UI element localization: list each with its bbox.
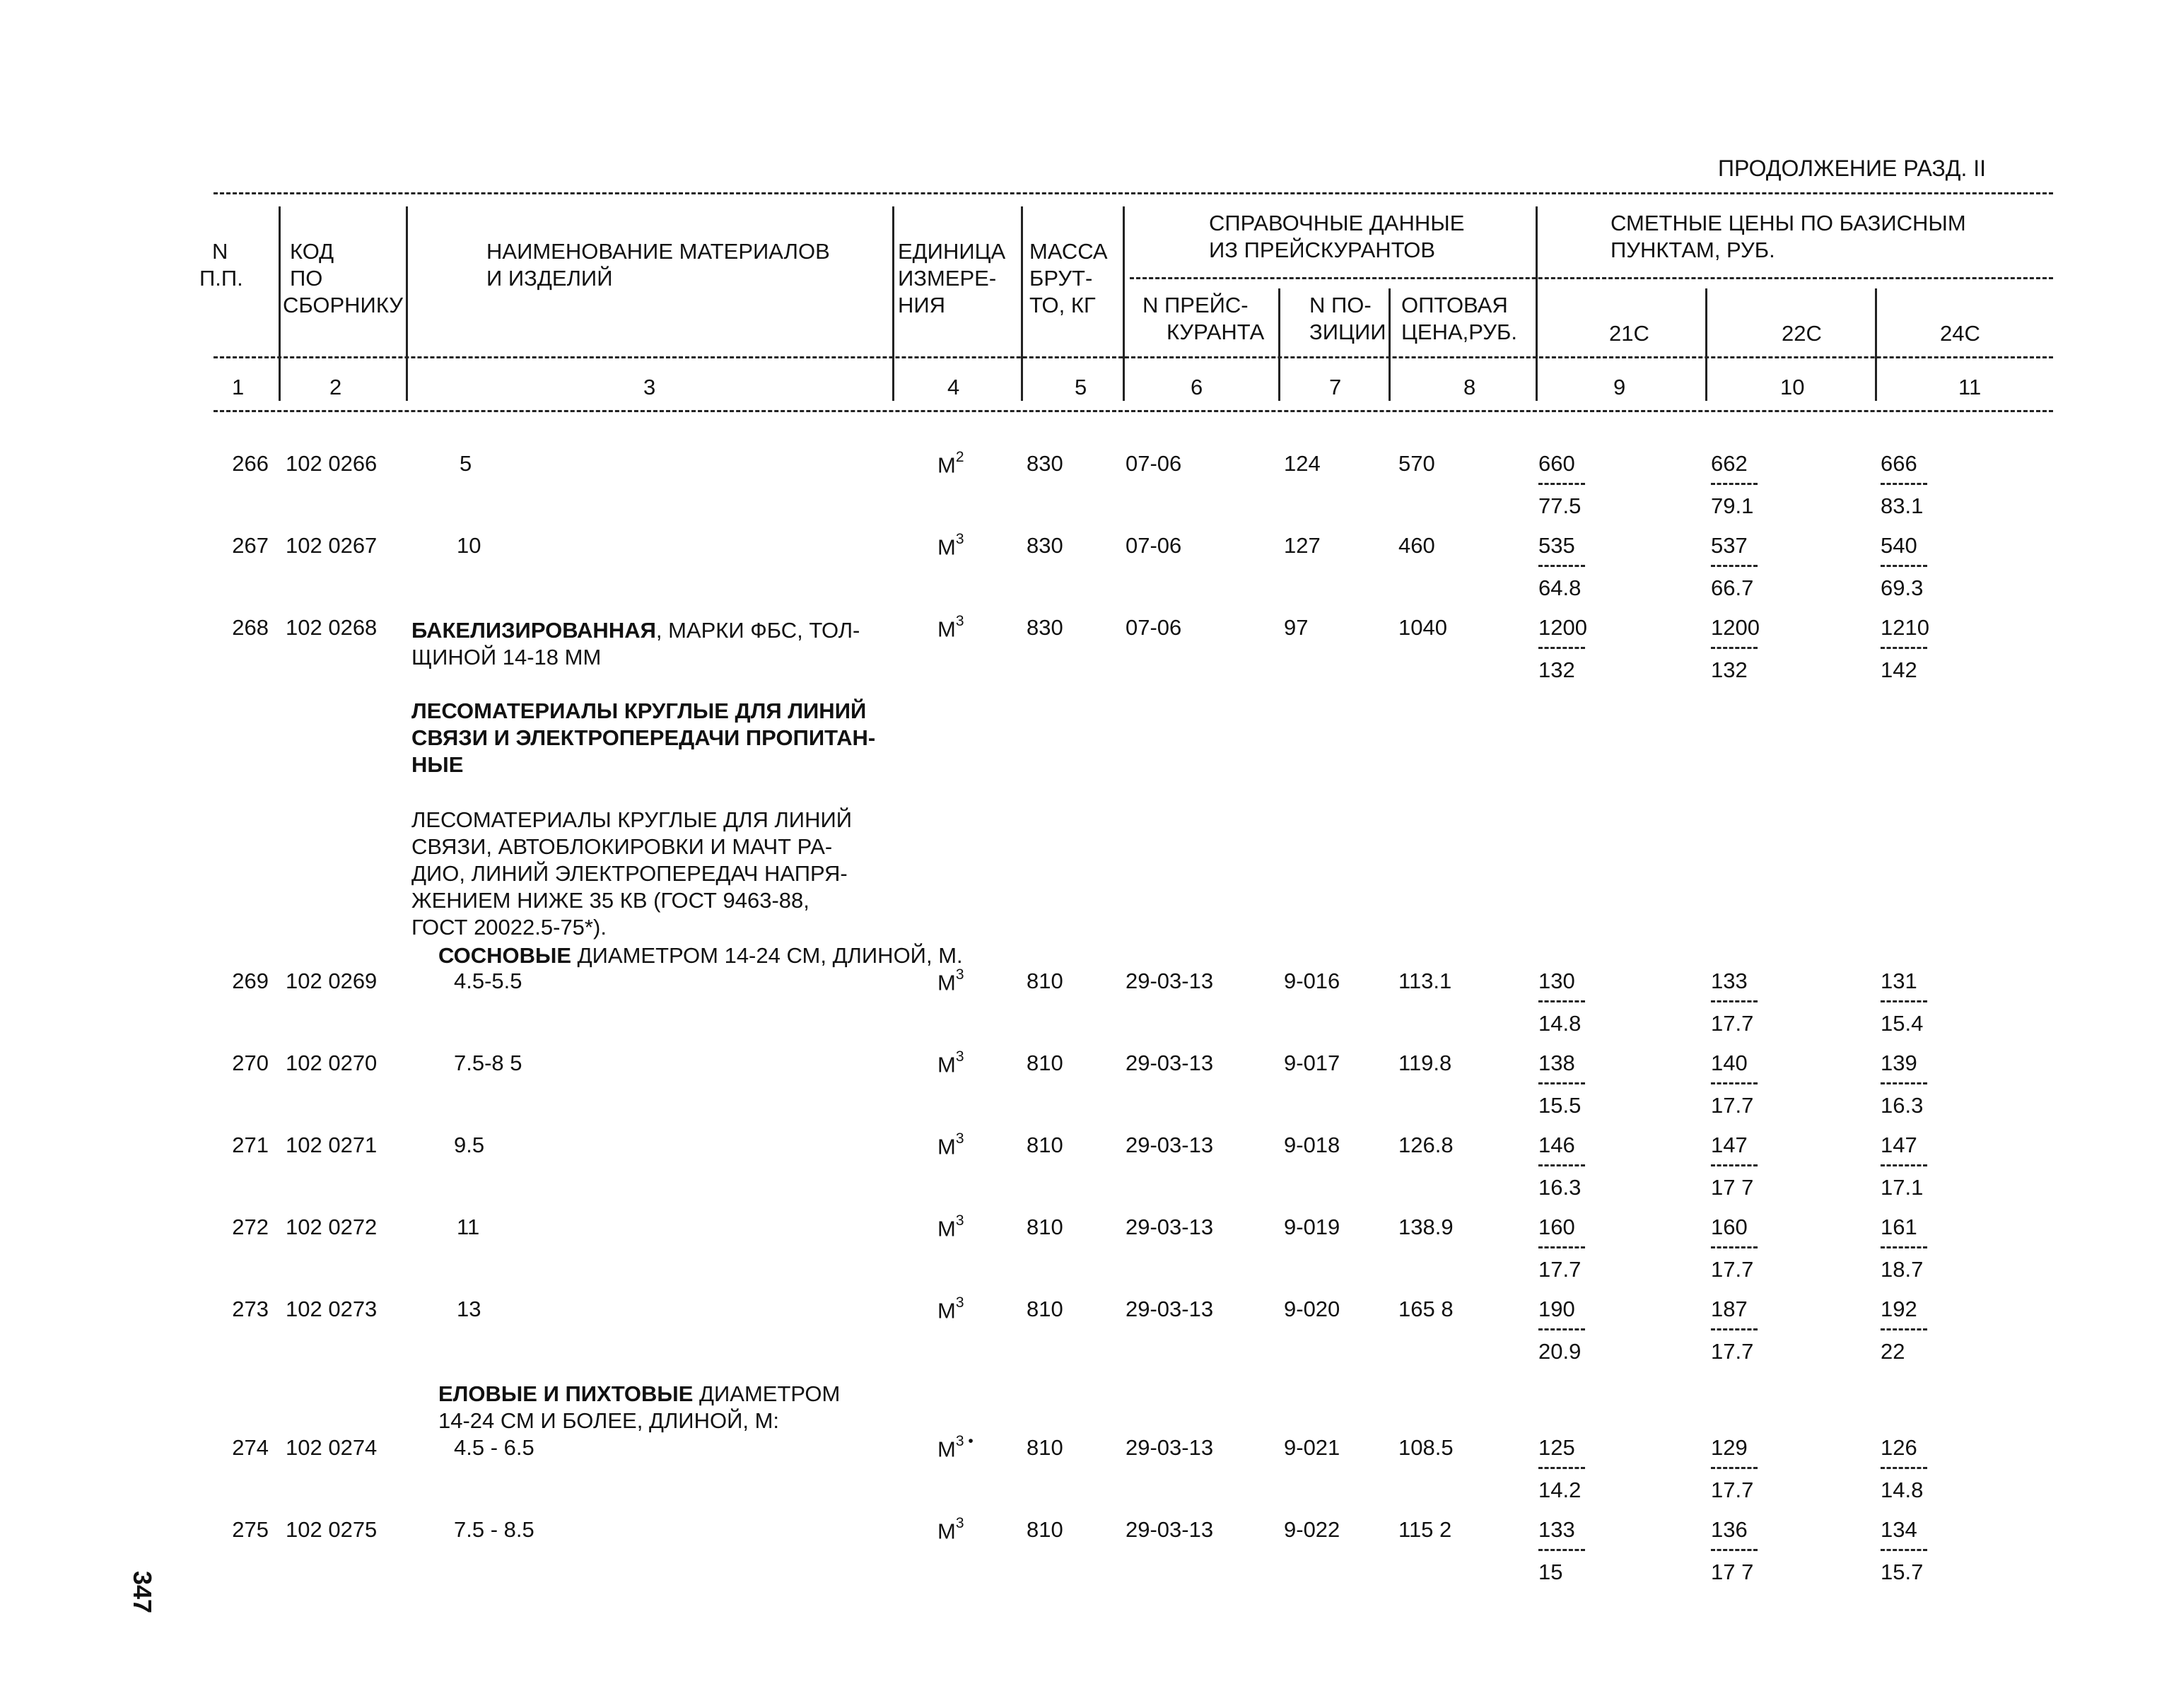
price-denominator: 64.8: [1538, 575, 1582, 600]
col-number: 5: [1075, 375, 1087, 399]
row-number: 266: [232, 451, 269, 476]
fraction-bar: [1538, 483, 1585, 485]
fraction-bar: [1538, 1467, 1585, 1469]
row-price-p24: [1881, 1519, 1944, 1583]
section-heading-line1: ЛЕСОМАТЕРИАЛЫ КРУГЛЫЕ ДЛЯ ЛИНИЙ: [411, 698, 867, 723]
header-mass-line3: ТО, КГ: [1029, 293, 1096, 317]
col-number: 7: [1329, 375, 1342, 399]
row-price-p22: [1711, 534, 1775, 599]
fraction-bar: [1711, 565, 1758, 567]
price-numerator: 147: [1881, 1133, 1917, 1157]
fraction-bar: [1538, 565, 1585, 567]
row-code: 102 0270: [286, 1051, 378, 1075]
price-denominator: 14.8: [1881, 1478, 1924, 1502]
price-numerator: 130: [1538, 969, 1575, 993]
row-unit-base: М: [937, 1216, 956, 1241]
row-price-p21: [1538, 1519, 1602, 1583]
section-heading-line2: СВЯЗИ И ЭЛЕКТРОПЕРЕДАЧИ ПРОПИТАН-: [411, 725, 876, 750]
row-number: 267: [232, 533, 269, 558]
row-position: 127: [1284, 533, 1321, 558]
row-code: 102 0272: [286, 1215, 378, 1239]
price-numerator: 1200: [1538, 615, 1587, 640]
fraction-bar: [1711, 1000, 1758, 1002]
row-unit-exponent: 2: [955, 449, 964, 465]
row-price-p22: [1711, 1216, 1775, 1280]
row-wholesale: 119.8: [1398, 1051, 1452, 1075]
price-denominator: 17 7: [1711, 1560, 1754, 1584]
header-price-22c: 22С: [1782, 321, 1822, 346]
price-denominator: 83.1: [1881, 493, 1924, 518]
price-denominator: 22: [1881, 1339, 1905, 1364]
row-mass: 810: [1027, 1297, 1063, 1321]
section-desc-line1: ЛЕСОМАТЕРИАЛЫ КРУГЛЫЕ ДЛЯ ЛИНИЙ: [411, 807, 853, 832]
row-pricelist: 29-03-13: [1126, 1297, 1214, 1321]
fraction-bar: [1881, 1549, 1927, 1551]
row-pricelist: 07-06: [1126, 451, 1182, 476]
price-denominator: 18.7: [1881, 1257, 1924, 1282]
row-price-p21: [1538, 1134, 1602, 1198]
price-denominator: 79.1: [1711, 493, 1754, 518]
row-unit: [937, 1294, 964, 1323]
row-pricelist: 29-03-13: [1126, 1435, 1214, 1460]
row-price-p21: [1538, 1216, 1602, 1280]
fraction-bar: [1881, 1000, 1927, 1002]
row-mass: 830: [1027, 533, 1063, 558]
fraction-bar: [1538, 1549, 1585, 1551]
fraction-bar: [1538, 647, 1585, 649]
row-268-name-bold: БАКЕЛИЗИРОВАННАЯ: [411, 618, 656, 643]
row-name: 13: [457, 1297, 481, 1321]
fraction-bar: [1711, 1549, 1758, 1551]
row-unit: [937, 1212, 964, 1241]
header-unit-line2: ИЗМЕРЕ-: [898, 266, 997, 291]
row-number: 269: [232, 969, 269, 993]
row-price-p21: [1538, 534, 1602, 599]
fraction-bar: [1881, 483, 1927, 485]
row-number: 271: [232, 1133, 269, 1157]
price-denominator: 16.3: [1538, 1175, 1582, 1200]
row-price-p21: [1538, 1298, 1602, 1362]
fraction-bar: [1711, 1164, 1758, 1166]
price-numerator: 146: [1538, 1133, 1575, 1157]
header-price-group-line1: СМЕТНЫЕ ЦЕНЫ ПО БАЗИСНЫМ: [1611, 211, 1966, 235]
header-unit-line1: ЕДИНИЦА: [898, 239, 1006, 264]
header-price-21c: 21С: [1609, 321, 1649, 346]
header-ref-group-line1: СПРАВОЧНЫЕ ДАННЫЕ: [1209, 211, 1465, 235]
row-code: 102 0274: [286, 1435, 378, 1460]
fraction-bar: [1538, 1246, 1585, 1248]
header-unit-line3: НИЯ: [898, 293, 946, 317]
fraction-bar: [1538, 1000, 1585, 1002]
row-code: 102 0271: [286, 1133, 378, 1157]
row-wholesale: 1040: [1398, 615, 1447, 640]
row-unit-base: М: [937, 534, 956, 560]
row-mass: 810: [1027, 1517, 1063, 1542]
row-price-p22: [1711, 970, 1775, 1034]
row-number: 268: [232, 615, 269, 640]
price-numerator: 192: [1881, 1297, 1917, 1321]
fraction-bar: [1711, 483, 1758, 485]
header-name-line1: НАИМЕНОВАНИЕ МАТЕРИАЛОВ: [486, 239, 830, 264]
col-sep-9: [1705, 288, 1707, 401]
price-denominator: 142: [1881, 657, 1917, 682]
row-unit-base: М: [937, 452, 956, 478]
header-subgroup-rule: [1130, 277, 2053, 279]
row-number: 272: [232, 1215, 269, 1239]
row-unit-exponent: 3: [955, 1130, 964, 1147]
subgroup-pine: [438, 944, 963, 966]
row-wholesale: 113.1: [1398, 969, 1452, 993]
header-name-line2: И ИЗДЕЛИЙ: [486, 266, 613, 291]
row-position: 9-017: [1284, 1051, 1340, 1075]
row-price-p21: [1538, 1052, 1602, 1116]
subgroup-pine-bold: СОСНОВЫЕ: [438, 943, 572, 968]
row-name: 7.5 - 8.5: [454, 1517, 534, 1542]
col-number: 2: [329, 375, 342, 399]
header-pricelist-line2: КУРАНТА: [1167, 320, 1265, 344]
row-wholesale: 126.8: [1398, 1133, 1454, 1157]
header-position-line1: N ПО-: [1309, 293, 1372, 317]
table-top-rule: [214, 192, 2053, 194]
row-code: 102 0275: [286, 1517, 378, 1542]
price-denominator: 15.5: [1538, 1093, 1582, 1118]
price-denominator: 132: [1711, 657, 1748, 682]
fraction-bar: [1881, 1082, 1927, 1084]
row-mass: 810: [1027, 1051, 1063, 1075]
col-sep-3: [892, 206, 894, 401]
row-name: 10: [457, 533, 481, 558]
header-price-24c: 24С: [1940, 321, 1980, 346]
row-position: 9-021: [1284, 1435, 1340, 1460]
fraction-bar: [1881, 1467, 1927, 1469]
header-mass-line2: БРУТ-: [1029, 266, 1093, 291]
price-denominator: 66.7: [1711, 575, 1754, 600]
price-denominator: 17.7: [1538, 1257, 1582, 1282]
col-number: 11: [1958, 375, 1982, 399]
row-unit: [937, 531, 964, 560]
row-price-p22: [1711, 1052, 1775, 1116]
price-denominator: 14.8: [1538, 1011, 1582, 1036]
col-number: 10: [1780, 375, 1805, 399]
fraction-bar: [1711, 1467, 1758, 1469]
row-name: 5: [460, 451, 472, 476]
price-numerator: 537: [1711, 533, 1748, 558]
price-numerator: 147: [1711, 1133, 1748, 1157]
row-unit: [937, 1515, 964, 1544]
row-name: 4.5-5.5: [454, 969, 522, 993]
row-unit-exponent: 3: [955, 1212, 964, 1229]
row-mass: 810: [1027, 1435, 1063, 1460]
price-numerator: 666: [1881, 451, 1917, 476]
subgroup-spruce-bold: ЕЛОВЫЕ И ПИХТОВЫЕ: [438, 1381, 694, 1406]
col-number: 9: [1613, 375, 1626, 399]
price-numerator: 133: [1538, 1517, 1575, 1542]
col-sep-7: [1389, 288, 1391, 401]
section-desc-line2: СВЯЗИ, АВТОБЛОКИРОВКИ И МАЧТ РА-: [411, 834, 833, 859]
row-unit: [937, 1048, 964, 1077]
col-sep-6: [1278, 288, 1280, 401]
row-price-p22: [1711, 1519, 1775, 1583]
row-name: 11: [457, 1215, 480, 1239]
price-numerator: 540: [1881, 533, 1917, 558]
section-desc-line5: ГОСТ 20022.5-75*).: [411, 915, 607, 940]
price-denominator: 17.7: [1711, 1011, 1754, 1036]
page-number: 347: [128, 1571, 157, 1614]
section-desc-line4: ЖЕНИЕМ НИЖЕ 35 КВ (ГОСТ 9463-88,: [411, 888, 809, 913]
header-price-group-line2: ПУНКТАМ, РУБ.: [1611, 238, 1775, 262]
price-numerator: 138: [1538, 1051, 1575, 1075]
row-name: 7.5-8 5: [454, 1051, 522, 1075]
col-sep-10: [1875, 288, 1877, 401]
row-unit-base: М: [937, 616, 956, 642]
row-unit-base: М: [937, 1437, 956, 1462]
row-unit-exponent: 3: [955, 966, 964, 983]
row-number: 273: [232, 1297, 269, 1321]
price-denominator: 69.3: [1881, 575, 1924, 600]
row-name: 4.5 - 6.5: [454, 1435, 534, 1460]
row-unit: [937, 966, 964, 995]
subgroup-spruce: [438, 1383, 840, 1405]
price-numerator: 136: [1711, 1517, 1748, 1542]
fraction-bar: [1711, 1082, 1758, 1084]
row-pricelist: 29-03-13: [1126, 969, 1214, 993]
row-unit-base: М: [937, 970, 956, 995]
subgroup-spruce-rest: ДИАМЕТРОМ: [693, 1381, 841, 1406]
price-denominator: 15.7: [1881, 1560, 1924, 1584]
row-mass: 810: [1027, 1133, 1063, 1157]
row-unit-exponent: 3: [955, 1515, 964, 1531]
row-price-p24: [1881, 1437, 1944, 1501]
row-number: 274: [232, 1435, 269, 1460]
row-pricelist: 29-03-13: [1126, 1517, 1214, 1542]
price-numerator: 134: [1881, 1517, 1917, 1542]
price-numerator: 160: [1538, 1215, 1575, 1239]
price-denominator: 17.7: [1711, 1339, 1754, 1364]
price-denominator: 15.4: [1881, 1011, 1924, 1036]
row-pricelist: 07-06: [1126, 533, 1182, 558]
row-price-p21: [1538, 616, 1602, 681]
row-unit: [937, 1130, 964, 1159]
row-code: 102 0269: [286, 969, 378, 993]
row-unit-exponent: 3: [955, 531, 964, 547]
price-denominator: 17.7: [1711, 1257, 1754, 1282]
section-heading-line3: НЫЕ: [411, 752, 464, 777]
row-mass: 810: [1027, 969, 1063, 993]
header-code-line1: КОД: [290, 239, 334, 264]
fraction-bar: [1538, 1328, 1585, 1330]
col-number: 8: [1463, 375, 1476, 399]
row-price-p22: [1711, 1298, 1775, 1362]
price-denominator: 16.3: [1881, 1093, 1924, 1118]
row-price-p21: [1538, 1437, 1602, 1501]
col-number: 6: [1191, 375, 1203, 399]
fraction-bar: [1881, 647, 1927, 649]
col-sep-4: [1021, 206, 1023, 401]
row-mass: 830: [1027, 615, 1063, 640]
row-unit-base: М: [937, 1134, 956, 1159]
row-position: 124: [1284, 451, 1321, 476]
row-number: 270: [232, 1051, 269, 1075]
price-denominator: 17.7: [1711, 1093, 1754, 1118]
price-numerator: 190: [1538, 1297, 1575, 1321]
row-unit-base: М: [937, 1052, 956, 1077]
price-denominator: 17.7: [1711, 1478, 1754, 1502]
row-wholesale: 460: [1398, 533, 1435, 558]
row-unit-exponent: 3 •: [955, 1433, 974, 1449]
header-np-line1: N: [212, 239, 228, 264]
row-price-p22: [1711, 616, 1775, 681]
row-price-p21: [1538, 452, 1602, 517]
header-ref-group-line2: ИЗ ПРЕЙСКУРАНТОВ: [1209, 238, 1436, 262]
row-price-p24: [1881, 1216, 1944, 1280]
column-numbers-rule: [214, 410, 2053, 412]
col-sep-2: [406, 206, 408, 401]
price-denominator: 14.2: [1538, 1478, 1582, 1502]
price-denominator: 15: [1538, 1560, 1563, 1584]
fraction-bar: [1881, 1246, 1927, 1248]
fraction-bar: [1881, 1164, 1927, 1166]
fraction-bar: [1711, 1246, 1758, 1248]
row-wholesale: 570: [1398, 451, 1435, 476]
col-sep-5: [1123, 206, 1125, 401]
price-denominator: 132: [1538, 657, 1575, 682]
row-code: 102 0266: [286, 451, 378, 476]
row-unit: [937, 1433, 974, 1462]
price-numerator: 131: [1881, 969, 1917, 993]
col-sep-8: [1536, 206, 1538, 401]
row-unit-exponent: 3: [955, 1294, 964, 1311]
row-wholesale: 115 2: [1398, 1517, 1452, 1542]
price-numerator: 133: [1711, 969, 1748, 993]
header-code-line2: ПО: [290, 266, 323, 291]
fraction-bar: [1881, 565, 1927, 567]
price-denominator: 77.5: [1538, 493, 1582, 518]
row-unit: [937, 613, 964, 642]
subgroup-spruce-line2: 14-24 СМ И БОЛЕЕ, ДЛИНОЙ, М:: [438, 1408, 780, 1433]
row-price-p24: [1881, 452, 1944, 517]
row-code: 102 0267: [286, 533, 378, 558]
price-numerator: 535: [1538, 533, 1575, 558]
fraction-bar: [1538, 1164, 1585, 1166]
price-numerator: 140: [1711, 1051, 1748, 1075]
row-pricelist: 29-03-13: [1126, 1133, 1214, 1157]
row-268-name-line2: ЩИНОЙ 14-18 ММ: [411, 645, 602, 669]
row-price-p24: [1881, 534, 1944, 599]
row-position: 9-022: [1284, 1517, 1340, 1542]
row-position: 97: [1284, 615, 1309, 640]
price-numerator: 662: [1711, 451, 1748, 476]
header-mass-line1: МАССА: [1029, 239, 1108, 264]
row-price-p22: [1711, 1437, 1775, 1501]
header-wholesale-line1: ОПТОВАЯ: [1401, 293, 1508, 317]
row-position: 9-016: [1284, 969, 1340, 993]
price-numerator: 160: [1711, 1215, 1748, 1239]
row-wholesale: 165 8: [1398, 1297, 1454, 1321]
header-code-line3: СБОРНИКУ: [283, 293, 403, 317]
price-numerator: 125: [1538, 1435, 1575, 1460]
section-desc-line3: ДИО, ЛИНИЙ ЭЛЕКТРОПЕРЕДАЧ НАПРЯ-: [411, 861, 848, 886]
row-unit: [937, 449, 964, 478]
row-price-p24: [1881, 1052, 1944, 1116]
row-pricelist: 29-03-13: [1126, 1215, 1214, 1239]
price-denominator: 17.1: [1881, 1175, 1924, 1200]
row-name: 9.5: [454, 1133, 485, 1157]
row-position: 9-018: [1284, 1133, 1340, 1157]
row-price-p22: [1711, 1134, 1775, 1198]
price-numerator: 1200: [1711, 615, 1760, 640]
row-code: 102 0268: [286, 615, 378, 640]
fraction-bar: [1711, 647, 1758, 649]
row-position: 9-020: [1284, 1297, 1340, 1321]
row-price-p24: [1881, 970, 1944, 1034]
row-wholesale: 108.5: [1398, 1435, 1454, 1460]
price-numerator: 129: [1711, 1435, 1748, 1460]
col-sep-1: [279, 206, 281, 401]
row-268-name-rest: , МАРКИ ФБС, ТОЛ-: [655, 618, 860, 643]
price-numerator: 1210: [1881, 615, 1929, 640]
col-number: 1: [232, 375, 245, 399]
price-denominator: 20.9: [1538, 1339, 1582, 1364]
row-price-p24: [1881, 616, 1944, 681]
row-unit-exponent: 3: [955, 613, 964, 629]
row-wholesale: 138.9: [1398, 1215, 1454, 1239]
header-np-line2: П.П.: [199, 266, 243, 291]
row-pricelist: 29-03-13: [1126, 1051, 1214, 1075]
row-price-p24: [1881, 1134, 1944, 1198]
fraction-bar: [1538, 1082, 1585, 1084]
row-number: 275: [232, 1517, 269, 1542]
col-number: 3: [643, 375, 656, 399]
row-price-p22: [1711, 452, 1775, 517]
price-numerator: 161: [1881, 1215, 1917, 1239]
fraction-bar: [1711, 1328, 1758, 1330]
row-unit-base: М: [937, 1519, 956, 1544]
row-unit-base: М: [937, 1298, 956, 1323]
header-wholesale-line2: ЦЕНА,РУБ.: [1401, 320, 1517, 344]
price-numerator: 187: [1711, 1297, 1748, 1321]
row-pricelist: 07-06: [1126, 615, 1182, 640]
section-continuation-note: ПРОДОЛЖЕНИЕ РАЗД. II: [1718, 156, 1987, 181]
header-position-line2: ЗИЦИИ: [1309, 320, 1386, 344]
row-unit-exponent: 3: [955, 1048, 964, 1065]
price-numerator: 139: [1881, 1051, 1917, 1075]
header-pricelist-line1: N ПРЕЙС-: [1142, 293, 1249, 317]
row-position: 9-019: [1284, 1215, 1340, 1239]
row-mass: 830: [1027, 451, 1063, 476]
fraction-bar: [1881, 1328, 1927, 1330]
row-price-p21: [1538, 970, 1602, 1034]
price-numerator: 126: [1881, 1435, 1917, 1460]
price-numerator: 660: [1538, 451, 1575, 476]
row-268-name: [411, 619, 860, 641]
row-price-p24: [1881, 1298, 1944, 1362]
price-denominator: 17 7: [1711, 1175, 1754, 1200]
col-number: 4: [947, 375, 960, 399]
row-mass: 810: [1027, 1215, 1063, 1239]
subgroup-pine-rest: ДИАМЕТРОМ 14-24 СМ, ДЛИНОЙ, М.: [571, 943, 963, 968]
row-code: 102 0273: [286, 1297, 378, 1321]
header-bottom-rule: [214, 356, 2053, 358]
